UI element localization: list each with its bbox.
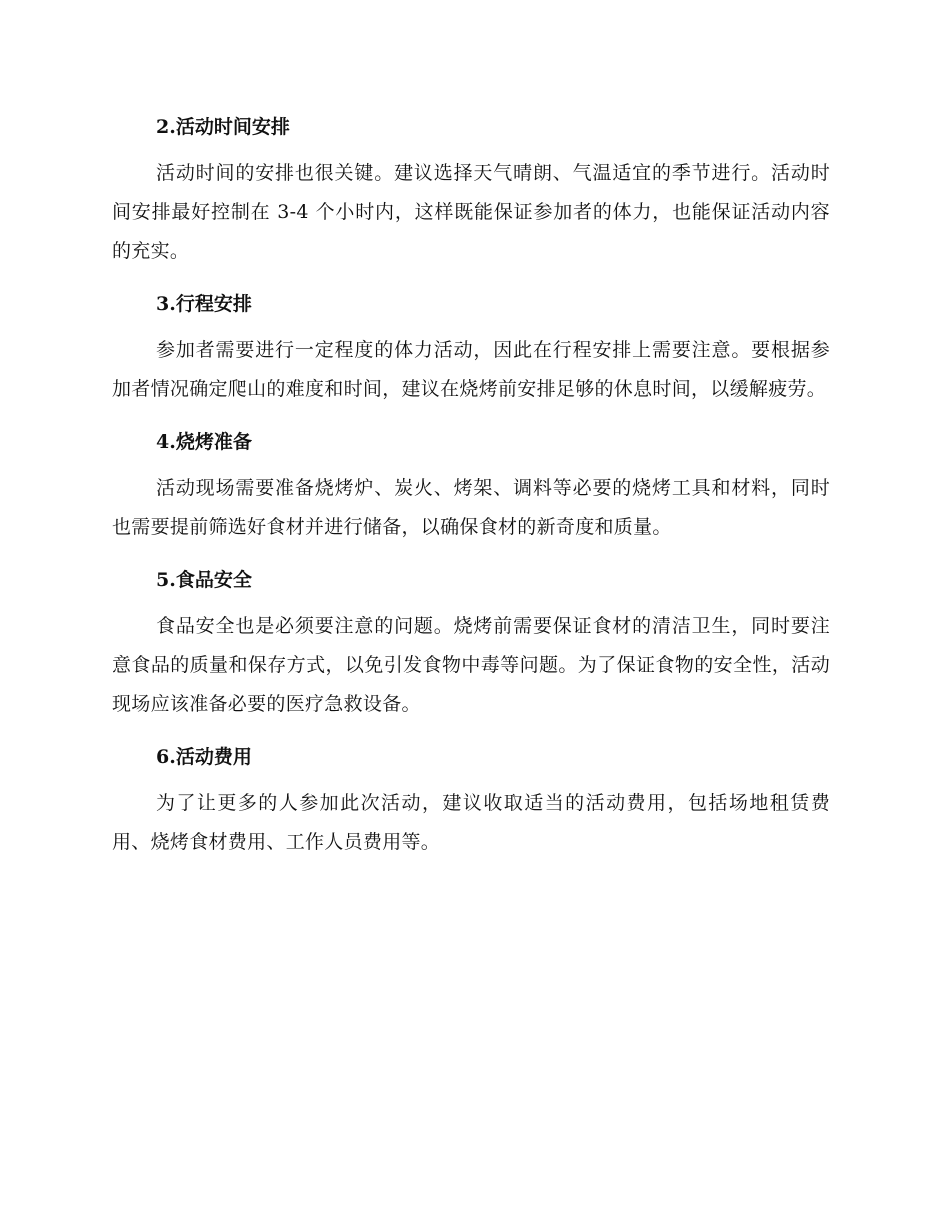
section-paragraph: 参加者需要进行一定程度的体力活动，因此在行程安排上需要注意。要根据参加者情况确定爬山的难度和时间，建议在烧烤前安排足够的休息时间，以缓解疲劳。 <box>112 339 830 400</box>
section-heading: 3.行程安排 <box>156 293 252 315</box>
section-heading: 2.活动时间安排 <box>156 116 290 138</box>
section-paragraph: 活动现场需要准备烧烤炉、炭火、烤架、调料等必要的烧烤工具和材料，同时也需要提前筛选好食材并进行储备，以确保食材的新奇度和质量。 <box>112 477 830 538</box>
section-activity-fee <box>112 734 830 862</box>
section-itinerary <box>112 281 830 409</box>
section-paragraph: 食品安全也是必须要注意的问题。烧烤前需要保证食材的清洁卫生，同时要注意食品的质量和保存方式，以免引发食物中毒等问题。为了保证食物的安全性，活动现场应该准备必要的医疗急救设备。 <box>112 615 830 715</box>
section-heading: 5.食品安全 <box>156 569 252 591</box>
section-food-safety <box>112 557 830 724</box>
section-heading: 4.烧烤准备 <box>156 431 252 453</box>
section-paragraph: 为了让更多的人参加此次活动，建议收取适当的活动费用，包括场地租赁费用、烧烤食材费用、工作人员费用等。 <box>112 792 830 853</box>
section-activity-time <box>112 104 830 271</box>
section-bbq-prep <box>112 419 830 547</box>
section-heading: 6.活动费用 <box>156 746 252 768</box>
section-paragraph: 活动时间的安排也很关键。建议选择天气晴朗、气温适宜的季节进行。活动时间安排最好控制在 3-4 个小时内，这样既能保证参加者的体力，也能保证活动内容的充实。 <box>112 162 830 262</box>
document-content <box>112 104 830 872</box>
